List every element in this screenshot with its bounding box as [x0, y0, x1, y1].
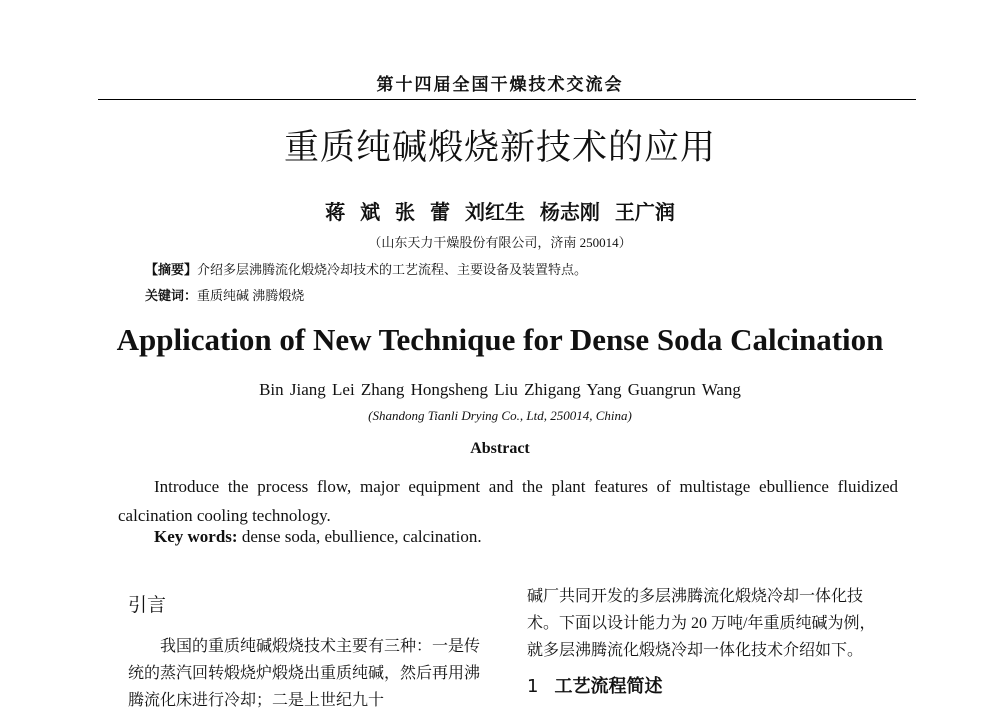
english-abstract: Introduce the process flow, major equipment and the plant features of multistage ebullience fluidized calcination cooling technology.: [118, 477, 898, 525]
chinese-affiliation: （山东天力干燥股份有限公司，济南 250014）: [368, 235, 632, 250]
intro-heading: 引言: [128, 594, 167, 616]
english-keywords-text: dense soda, ebullience, calcination.: [237, 527, 482, 546]
left-column: [128, 590, 490, 714]
section-1-number: 1: [527, 676, 539, 697]
section-1-title: 工艺流程简述: [554, 676, 663, 697]
english-keywords: [154, 527, 482, 547]
english-title: Application of New Technique for Dense Soda Calcination: [116, 322, 884, 357]
chinese-keywords: [145, 285, 304, 304]
header-rule: [98, 99, 916, 100]
right-paragraph: 碱厂共同开发的多层沸腾流化煅烧冷却一体化技术。下面以设计能力为 20 万吨/年重质纯碱为例，就多层沸腾流化煅烧冷却一体化技术介绍如下。: [527, 588, 876, 659]
right-column: [527, 583, 889, 698]
english-affiliation: (Shandong Tianli Drying Co., Ltd, 250014, China): [368, 408, 632, 423]
chinese-title: 重质纯碱煅烧新技术的应用: [283, 128, 716, 168]
chinese-abstract-text: 介绍多层沸腾流化煅烧冷却技术的工艺流程、主要设备及装置特点。: [197, 262, 588, 277]
chinese-keywords-label: 关键词：: [145, 288, 198, 303]
english-authors: Bin Jiang Lei Zhang Hongsheng Liu Zhigang Yang Guangrun Wang: [259, 380, 741, 399]
conference-header: 第十四届全国干燥技术交流会: [376, 75, 624, 94]
section-1-heading: [527, 672, 889, 698]
chinese-authors: 蒋 斌 张 蕾 刘红生 杨志刚 王广润: [325, 200, 675, 224]
chinese-abstract-label: 【摘要】: [145, 262, 198, 277]
abstract-heading: Abstract: [470, 440, 530, 457]
intro-paragraph: 我国的重质纯碱煅烧技术主要有三种：一是传统的蒸汽回转煅烧炉煅烧出重质纯碱，然后再用沸腾流化床进行冷却；二是上世纪九十: [128, 638, 481, 709]
chinese-keywords-text: 重质纯碱 沸腾煅烧: [197, 288, 305, 303]
chinese-abstract: [145, 259, 587, 278]
english-keywords-label: Key words:: [154, 527, 238, 546]
